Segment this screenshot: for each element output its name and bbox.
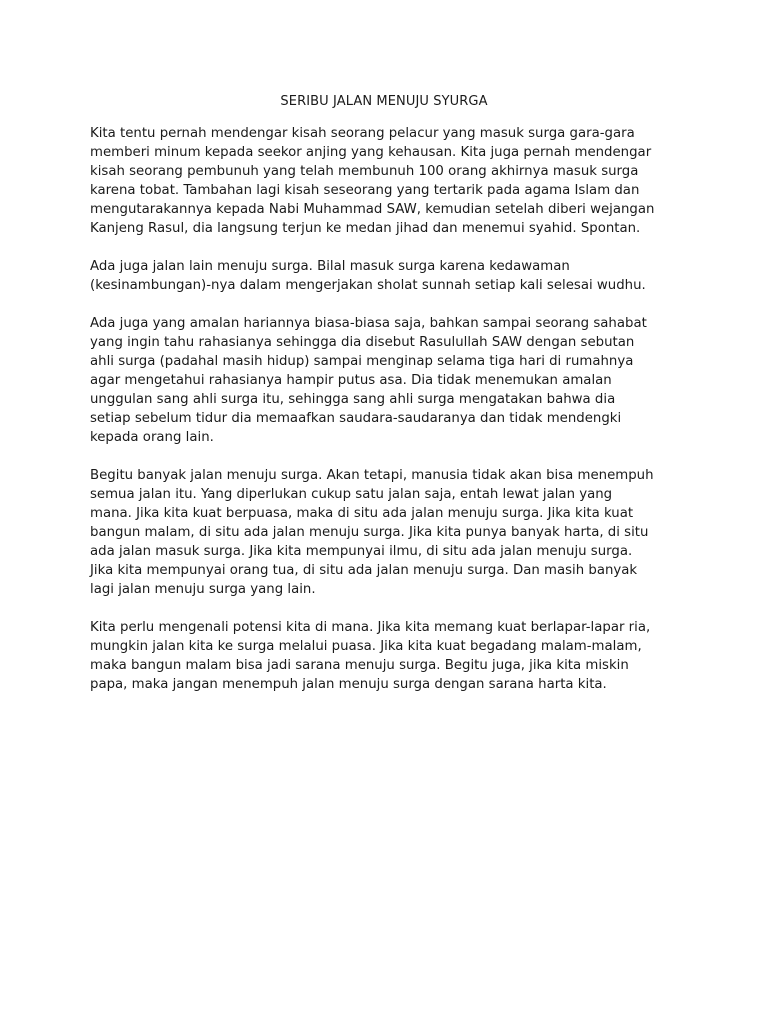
text-line: (kesinambungan)-nya dalam mengerjakan sholat sunnah setiap kali selesai wudhu. (90, 278, 646, 293)
text-line: mana. Jika kita kuat berpuasa, maka di situ ada jalan menuju surga. Jika kita kuat (90, 506, 634, 521)
text-line: kisah seorang pembunuh yang telah membunuh 100 orang akhirnya masuk surga (90, 164, 639, 179)
paragraph-5 (90, 618, 690, 694)
text-line: Kita tentu pernah mendengar kisah seorang pelacur yang masuk surga gara-gara (90, 126, 635, 141)
text-line: yang ingin tahu rahasianya sehingga dia disebut Rasulullah SAW dengan sebutan (90, 335, 635, 350)
text-line: ahli surga (padahal masih hidup) sampai menginap selama tiga hari di rumahnya (90, 354, 634, 369)
text-line: Kanjeng Rasul, dia langsung terjun ke medan jihad dan menemui syahid. Spontan. (90, 221, 641, 236)
text-line: bangun malam, di situ ada jalan menuju surga. Jika kita punya banyak harta, di situ (90, 525, 649, 540)
text-line: Jika kita mempunyai orang tua, di situ ada jalan menuju surga. Dan masih banyak (90, 563, 638, 578)
text-line: agar mengetahui rahasianya hampir putus asa. Dia tidak menemukan amalan (90, 373, 612, 388)
text-line: kepada orang lain. (90, 430, 214, 445)
text-line: mengutarakannya kepada Nabi Muhammad SAW, kemudian setelah diberi wejangan (90, 202, 655, 217)
document-body (90, 124, 690, 713)
text-line: maka bangun malam bisa jadi sarana menuju surga. Begitu juga, jika kita miskin (90, 658, 629, 673)
paragraph-2 (90, 257, 690, 295)
text-line: Begitu banyak jalan menuju surga. Akan tetapi, manusia tidak akan bisa menempuh (90, 468, 654, 483)
document-title: SERIBU JALAN MENUJU SYURGA (280, 94, 488, 109)
paragraph-1 (90, 124, 690, 238)
text-line: ada jalan masuk surga. Jika kita mempunyai ilmu, di situ ada jalan menuju surga. (90, 544, 633, 559)
text-line: Ada juga yang amalan hariannya biasa-biasa saja, bahkan sampai seorang sahabat (90, 316, 647, 331)
text-line: setiap sebelum tidur dia memaafkan saudara-saudaranya dan tidak mendengki (90, 411, 622, 426)
text-line: memberi minum kepada seekor anjing yang kehausan. Kita juga pernah mendengar (90, 145, 652, 160)
text-line: unggulan sang ahli surga itu, sehingga sang ahli surga mengatakan bahwa dia (90, 392, 616, 407)
text-line: Ada juga jalan lain menuju surga. Bilal masuk surga karena kedawaman (90, 259, 570, 274)
text-line: semua jalan itu. Yang diperlukan cukup satu jalan saja, entah lewat jalan yang (90, 487, 613, 502)
text-line: papa, maka jangan menempuh jalan menuju surga dengan sarana harta kita. (90, 677, 607, 692)
text-line: Kita perlu mengenali potensi kita di mana. Jika kita memang kuat berlapar-lapar ria, (90, 620, 651, 635)
text-line: karena tobat. Tambahan lagi kisah seseorang yang tertarik pada agama Islam dan (90, 183, 640, 198)
paragraph-4 (90, 466, 690, 599)
text-line: lagi jalan menuju surga yang lain. (90, 582, 316, 597)
text-line: mungkin jalan kita ke surga melalui puasa. Jika kita kuat begadang malam-malam, (90, 639, 642, 654)
paragraph-3 (90, 314, 690, 447)
